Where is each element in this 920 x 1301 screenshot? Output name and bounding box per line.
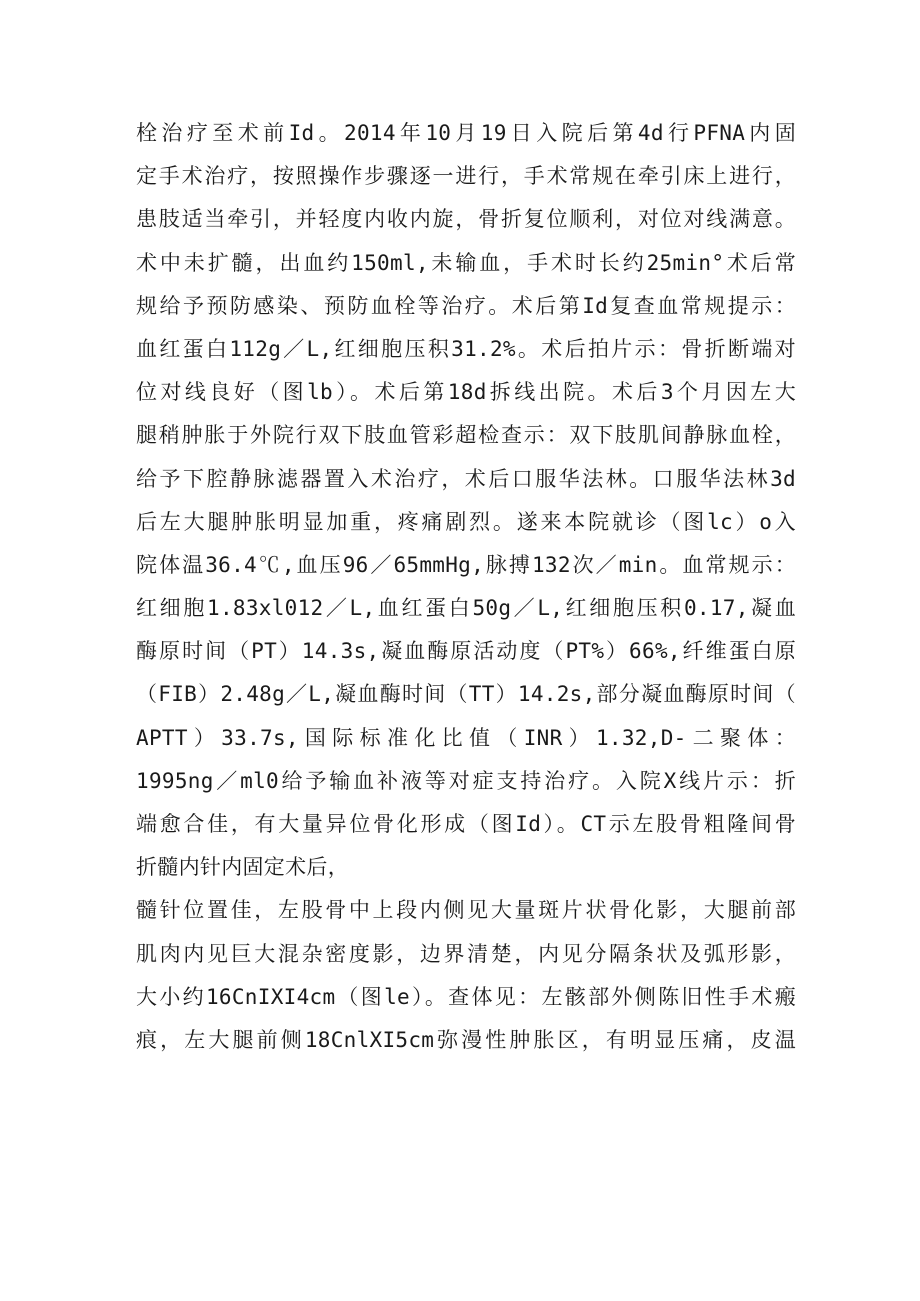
text-line: 端愈合佳，有大量异位骨化形成（图Id）。CT示左股骨粗隆间骨 [136, 812, 796, 836]
text-line: 栓治疗至术前Id。2014年10月19日入院后第4d行PFNA内固 [136, 121, 796, 145]
body-text [136, 112, 796, 1062]
text-line: 酶原时间（PT）14.3s,凝血酶原活动度（PT%）66%,纤维蛋白原 [136, 639, 796, 664]
text-line: 规给予预防感染、预防血栓等治疗。术后第Id复查血常规提示： [136, 293, 796, 318]
text-line: 给予下腔静脉滤器置入术治疗，术后口服华法林。口服华法林3d [136, 466, 796, 491]
text-line: 院体温36.4℃,血压96／65mmHg,脉搏132次／min。血常规示： [136, 552, 796, 577]
text-line: 红细胞1.83xl012／L,血红蛋白50g／L,红细胞压积0.17,凝血 [136, 596, 796, 621]
text-line: APTT）33.7s,国际标准化比值（INR）1.32,D-二聚体： [136, 725, 796, 750]
text-line: 后左大腿肿胀明显加重，疼痛剧烈。遂来本院就诊（图lc）o入 [136, 509, 796, 534]
text-line: 术中未扩髓，出血约150ml,未输血，手术时长约25min°术后常 [136, 250, 796, 275]
text-line: 髓针位置佳，左股骨中上段内侧见大量斑片状骨化影，大腿前部 [136, 898, 796, 923]
text-line: 位对线良好（图lb）。术后第18d拆线出院。术后3个月因左大 [136, 380, 796, 405]
text-line: （FIB）2.48g／L,凝血酶时间（TT）14.2s,部分凝血酶原时间（ [136, 682, 796, 707]
text-line: 大小约16CnIXI4cm（图le）。查体见：左骸部外侧陈旧性手术瘢 [136, 984, 796, 1009]
text-line: 1995ng／ml0给予输血补液等对症支持治疗。入院X线片示：折 [136, 768, 796, 793]
text-line: 腿稍肿胀于外院行双下肢血管彩超检查示：双下肢肌间静脉血栓， [136, 423, 796, 448]
text-line: 患肢适当牵引，并轻度内收内旋，骨折复位顺利，对位对线满意。 [136, 207, 796, 232]
text-line: 肌肉内见巨大混杂密度影，边界清楚，内见分隔条状及弧形影， [136, 941, 796, 966]
text-line: 血红蛋白112g／L,红细胞压积31.2%。术后拍片示：骨折断端对 [136, 336, 796, 361]
text-line: 定手术治疗，按照操作步骤逐一进行，手术常规在牵引床上进行， [136, 164, 796, 189]
paragraph-end-line: 折髓内针内固定术后， [136, 855, 349, 880]
text-line: 痕，左大腿前侧18CnlXI5cm弥漫性肿胀区，有明显压痛，皮温 [136, 1027, 796, 1052]
